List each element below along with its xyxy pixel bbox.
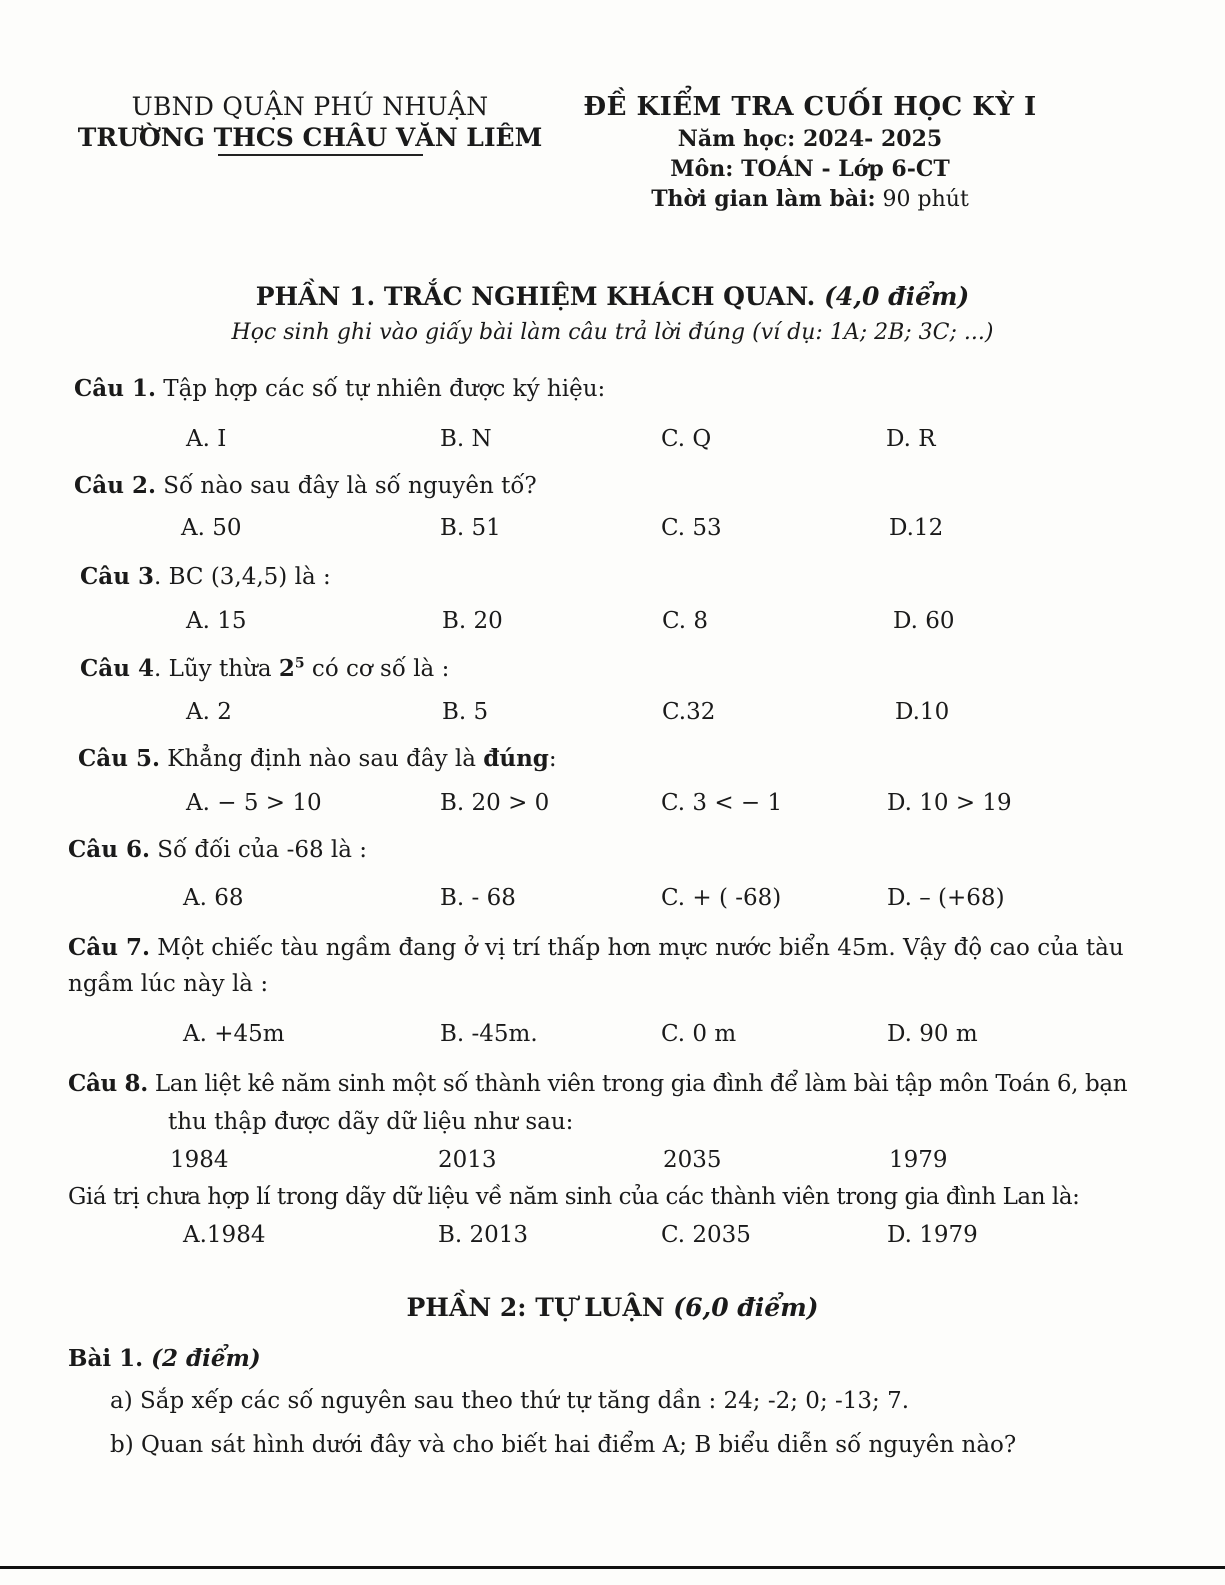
page-bottom-rule — [0, 1566, 1225, 1569]
exam-time — [575, 186, 1045, 212]
school-underline — [218, 154, 423, 156]
question-label: Câu 2. — [74, 472, 156, 499]
data-value-4: 1979 — [889, 1147, 948, 1173]
district-name: UBND QUẬN PHÚ NHUẬN — [131, 92, 489, 121]
question-text: Một chiếc tàu ngầm đang ở vị trí thấp hơn mực nước biển 45m. Vậy độ cao của tàu — [149, 935, 1124, 961]
question-7 — [68, 934, 1124, 961]
bai1-item-b: b) Quan sát hình dưới đây và cho biết hai điểm A; B biểu diễn số nguyên nào? — [110, 1432, 1017, 1458]
question-text: : — [548, 746, 557, 772]
question-5 — [78, 745, 557, 772]
option-3c: C. 8 — [662, 608, 709, 634]
option-2b: B. 51 — [440, 515, 501, 541]
option-2c: C. 53 — [661, 515, 722, 541]
option-5b: B. 20 > 0 — [440, 790, 550, 816]
question-text: Khẳng định nào sau đây là — [159, 746, 484, 772]
question-text: Lan liệt kê năm sinh một số thành viên trong gia đình để làm bài tập môn Toán 6, bạn — [147, 1071, 1128, 1097]
header-left — [60, 92, 560, 156]
option-2d: D.12 — [889, 515, 944, 541]
option-6d: D. – (+68) — [887, 885, 1005, 911]
school-name: TRƯỜNG THCS CHÂU VĂN LIÊM — [77, 123, 543, 152]
option-8d: D. 1979 — [887, 1222, 978, 1248]
option-8b: B. 2013 — [438, 1222, 529, 1248]
bai1-points: (2 điểm) — [151, 1345, 261, 1372]
question-label: Câu 5. — [78, 745, 160, 772]
subject: Môn: TOÁN - Lớp 6-CT — [670, 156, 950, 182]
option-4d: D.10 — [895, 699, 950, 725]
part2-points: (6,0 điểm) — [673, 1293, 819, 1322]
question-text: Số nào sau đây là số nguyên tố? — [155, 473, 537, 499]
option-5d: D. 10 > 19 — [887, 790, 1012, 816]
option-1a: A. I — [186, 426, 227, 452]
part1-instruction: Học sinh ghi vào giấy bài làm câu trả lời đúng (ví dụ: 1A; 2B; 3C; ...) — [231, 320, 994, 345]
part1-heading: PHẦN 1. TRẮC NGHIỆM KHÁCH QUAN. — [255, 282, 825, 311]
question-label: Câu 3 — [80, 563, 154, 590]
bai1-item-a: a) Sắp xếp các số nguyên sau theo thứ tự tăng dần : 24; -2; 0; -13; 7. — [110, 1388, 910, 1414]
question-7-line2: ngầm lúc này là : — [68, 971, 269, 997]
data-value-2: 2013 — [438, 1147, 497, 1173]
part1-title — [0, 282, 1225, 311]
part1-points: (4,0 điểm) — [824, 282, 970, 311]
question-label: Câu 1. — [74, 375, 156, 402]
option-4a: A. 2 — [186, 699, 232, 725]
question-text: Tập hợp các số tự nhiên được ký hiệu: — [155, 376, 606, 402]
time-value: 90 phút — [875, 187, 969, 212]
data-value-1: 1984 — [170, 1147, 229, 1173]
bai1-title — [68, 1345, 261, 1372]
option-1b: B. N — [440, 426, 492, 452]
question-text: . BC (3,4,5) là : — [153, 564, 331, 590]
option-6b: B. - 68 — [440, 885, 516, 911]
question-2 — [74, 472, 537, 499]
question-label: Câu 6. — [68, 836, 150, 863]
option-4b: B. 5 — [442, 699, 489, 725]
option-7d: D. 90 m — [887, 1021, 978, 1047]
question-emphasis: đúng — [483, 745, 549, 772]
option-1d: D. R — [886, 426, 936, 452]
option-3b: B. 20 — [442, 608, 503, 634]
question-3 — [80, 563, 331, 590]
option-7a: A. +45m — [183, 1021, 285, 1047]
option-4c: C.32 — [662, 699, 716, 725]
option-7b: B. -45m. — [440, 1021, 538, 1047]
power-base: 2 — [278, 655, 295, 682]
option-6c: C. + ( -68) — [661, 885, 782, 911]
part2-title — [0, 1293, 1225, 1322]
question-1 — [74, 375, 605, 402]
part2-heading: PHẦN 2: TỰ LUẬN — [406, 1293, 674, 1322]
option-7c: C. 0 m — [661, 1021, 737, 1047]
question-4 — [80, 655, 449, 682]
question-8-line3: Giá trị chưa hợp lí trong dãy dữ liệu về năm sinh của các thành viên trong gia đình Lan là: — [68, 1184, 1080, 1210]
question-text: có cơ số là : — [304, 656, 450, 682]
exam-title: ĐỀ KIỂM TRA CUỐI HỌC KỲ I — [583, 92, 1037, 122]
power-exponent: 5 — [294, 655, 305, 672]
question-label: Câu 8. — [68, 1070, 148, 1097]
question-8-line2: thu thập được dãy dữ liệu như sau: — [168, 1109, 574, 1135]
option-3d: D. 60 — [893, 608, 955, 634]
bai1-label: Bài 1. — [68, 1345, 152, 1372]
option-5a: A. − 5 > 10 — [186, 790, 322, 816]
question-text: . Lũy thừa — [153, 656, 279, 682]
question-8 — [68, 1070, 1127, 1097]
data-value-3: 2035 — [663, 1147, 722, 1173]
option-8a: A.1984 — [183, 1222, 266, 1248]
option-5c: C. 3 < − 1 — [661, 790, 783, 816]
question-text: Số đối của -68 là : — [149, 837, 368, 863]
question-6 — [68, 836, 367, 863]
school-year: Năm học: 2024- 2025 — [677, 126, 943, 152]
question-label: Câu 4 — [80, 655, 154, 682]
option-8c: C. 2035 — [661, 1222, 751, 1248]
header-right — [575, 92, 1045, 212]
question-label: Câu 7. — [68, 934, 150, 961]
option-6a: A. 68 — [183, 885, 244, 911]
option-3a: A. 15 — [186, 608, 247, 634]
time-label: Thời gian làm bài: — [651, 186, 876, 212]
option-2a: A. 50 — [181, 515, 242, 541]
option-1c: C. Q — [661, 426, 712, 452]
